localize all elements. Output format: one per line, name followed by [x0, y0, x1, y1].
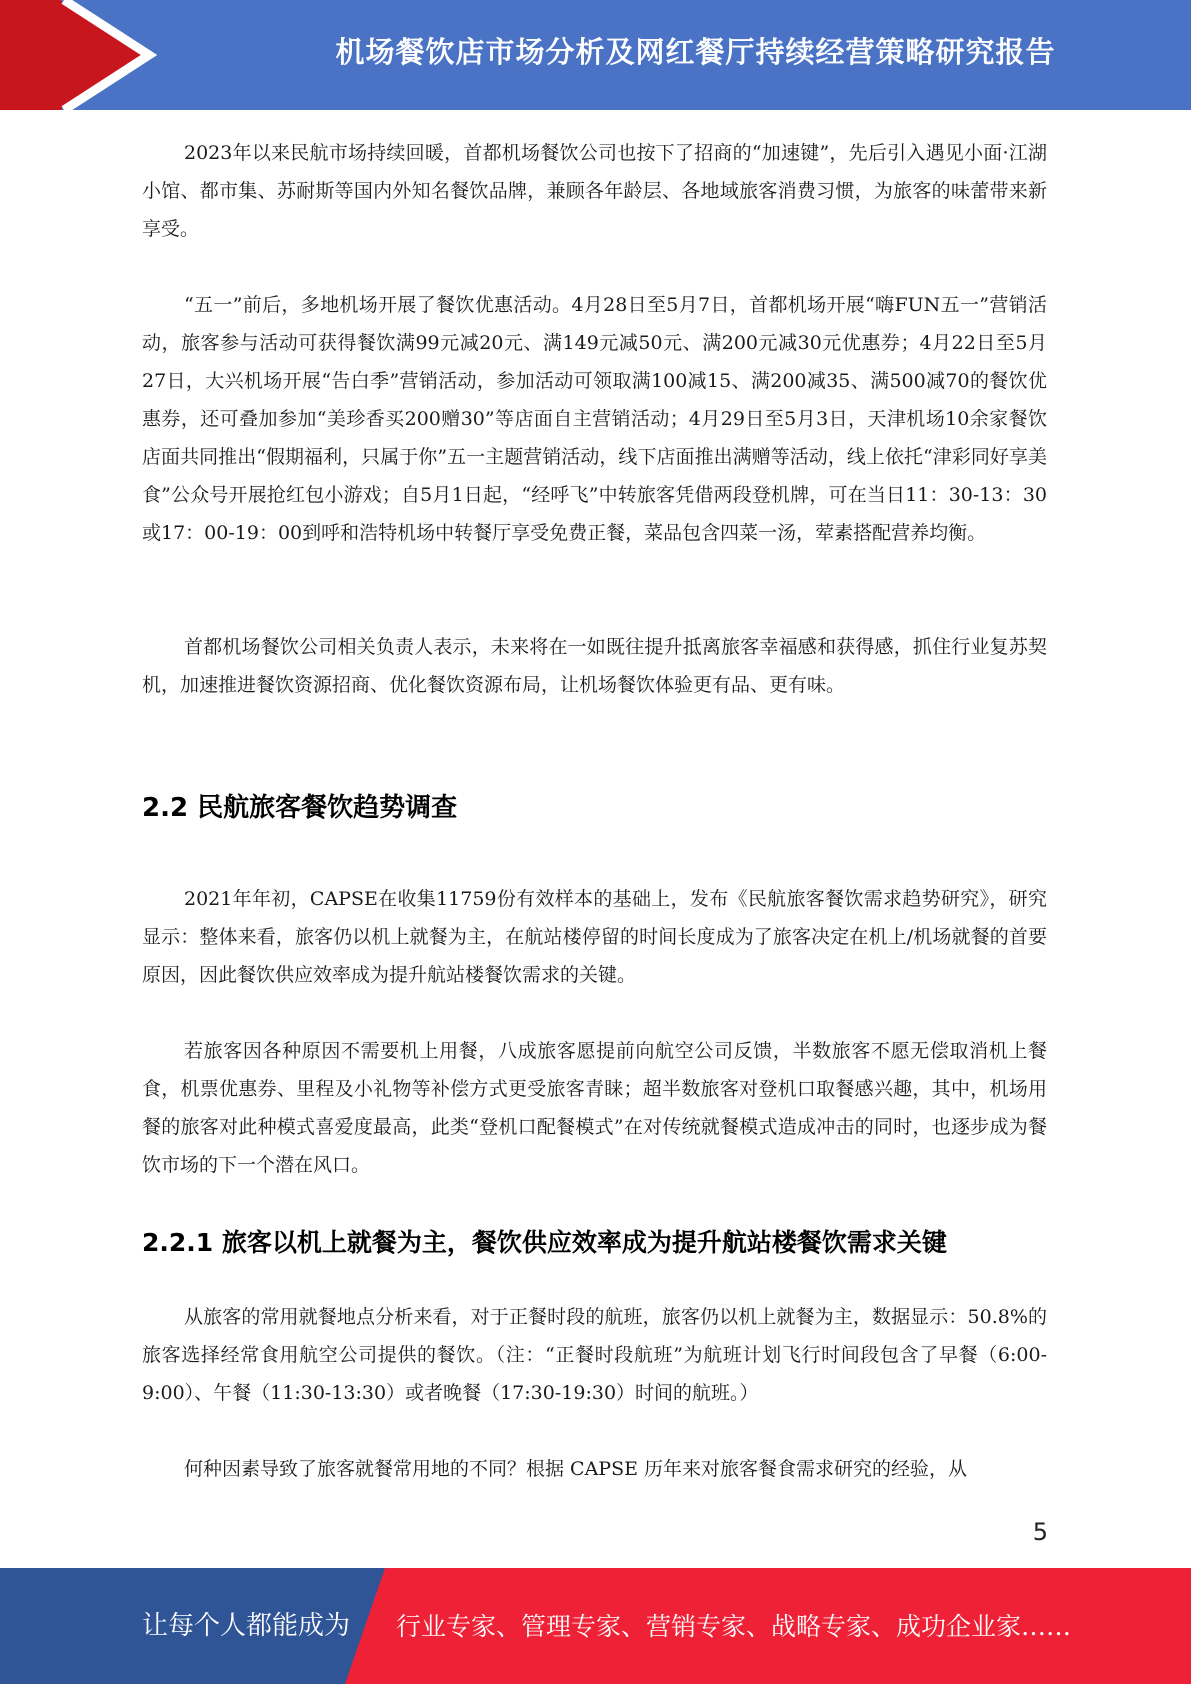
paragraph-gate-meal-mode: 若旅客因各种原因不需要机上用餐，八成旅客愿提前向航空公司反馈，半数旅客不愿无偿取消机上餐食，机票优惠券、里程及小礼物等补偿方式更受旅客青睐；超半数旅客对登机口取餐感兴趣，其中，机场用餐的旅客对此种模式喜爱度最高，此类“登机口配餐模式”在对传统就餐模式造成冲击的同时，也逐步成为餐饮市场的下一个潜在风口。	[142, 1040, 1047, 1176]
paragraph-capse-survey: 2021年年初，CAPSE在收集11759份有效样本的基础上，发布《民航旅客餐饮需求趋势研究》，研究显示：整体来看，旅客仍以机上就餐为主，在航站楼停留的时间长度成为了旅客决定在机上/机场就餐的首要原因，因此餐饮供应效率成为提升航站楼餐饮需求的关键。	[142, 888, 1047, 986]
section-heading-2-2: 2.2 民航旅客餐饮趋势调查	[142, 793, 458, 823]
paragraph-dining-location-analysis: 从旅客的常用就餐地点分析来看，对于正餐时段的航班，旅客仍以机上就餐为主，数据显示：50.8%的旅客选择经常食用航空公司提供的餐饮。（注：“正餐时段航班”为航班计划飞行时间段包含了早餐（6:00-9:00）、午餐（11:30-13:30）或者晚餐（17:30-19:30）时间的航班。）	[142, 1306, 1047, 1404]
report-title: 机场餐饮店市场分析及网红餐厅持续经营策略研究报告	[335, 35, 1056, 69]
paragraph-airport-dining-recovery: 2023年以来民航市场持续回暖，首都机场餐饮公司也按下了招商的“加速键”，先后引入遇见小面·江湖小馆、都市集、苏耐斯等国内外知名餐饮品牌，兼顾各年龄层、各地域旅客消费习惯，为旅客的味蕾带来新享受。	[142, 142, 1047, 240]
section-heading-2-2-1: 2.2.1 旅客以机上就餐为主，餐饮供应效率成为提升航站楼餐饮需求关键	[142, 1228, 947, 1257]
paragraph-dining-factors: 何种因素导致了旅客就餐常用地的不同？根据 CAPSE 历年来对旅客餐食需求研究的经验，从	[184, 1458, 968, 1480]
paragraph-may-day-promotions: “五一”前后，多地机场开展了餐饮优惠活动。4月28日至5月7日，首都机场开展“嗨FUN五一”营销活动，旅客参与活动可获得餐饮满99元减20元、满149元减50元、满200元减30元优惠券；4月22日至5月27日，大兴机场开展“告白季”营销活动，参加活动可领取满100减15、满200减35、满500减70的餐饮优惠券，还可叠加参加“美珍香买200赠30”等店面自主营销活动；4月29日至5月3日，天津机场10余家餐饮店面共同推出“假期福利，只属于你”五一主题营销活动，线下店面推出满赠等活动，线上依托“津彩同好享美食”公众号开展抢红包小游戏；自5月1日起，“经呼飞”中转旅客凭借两段登机牌，可在当日11：30-13：30或17：00-19：00到呼和浩特机场中转餐厅享受免费正餐，菜品包含四菜一汤，荤素搭配营养均衡。	[142, 294, 1047, 544]
header-red-arrow	[0, 0, 145, 110]
footer-slogan-left: 让每个人都能成为	[142, 1611, 351, 1641]
page-footer	[0, 1568, 1191, 1684]
paragraph-future-plans: 首都机场餐饮公司相关负责人表示，未来将在一如既往提升抵离旅客幸福感和获得感，抓住行业复苏契机，加速推进餐饮资源招商、优化餐饮资源布局，让机场餐饮体验更有品、更有味。	[142, 636, 1047, 696]
page-number: 5	[1032, 1518, 1048, 1546]
footer-slogan-right: 行业专家、管理专家、营销专家、战略专家、成功企业家……	[396, 1612, 1072, 1641]
page-header	[0, 0, 1191, 110]
